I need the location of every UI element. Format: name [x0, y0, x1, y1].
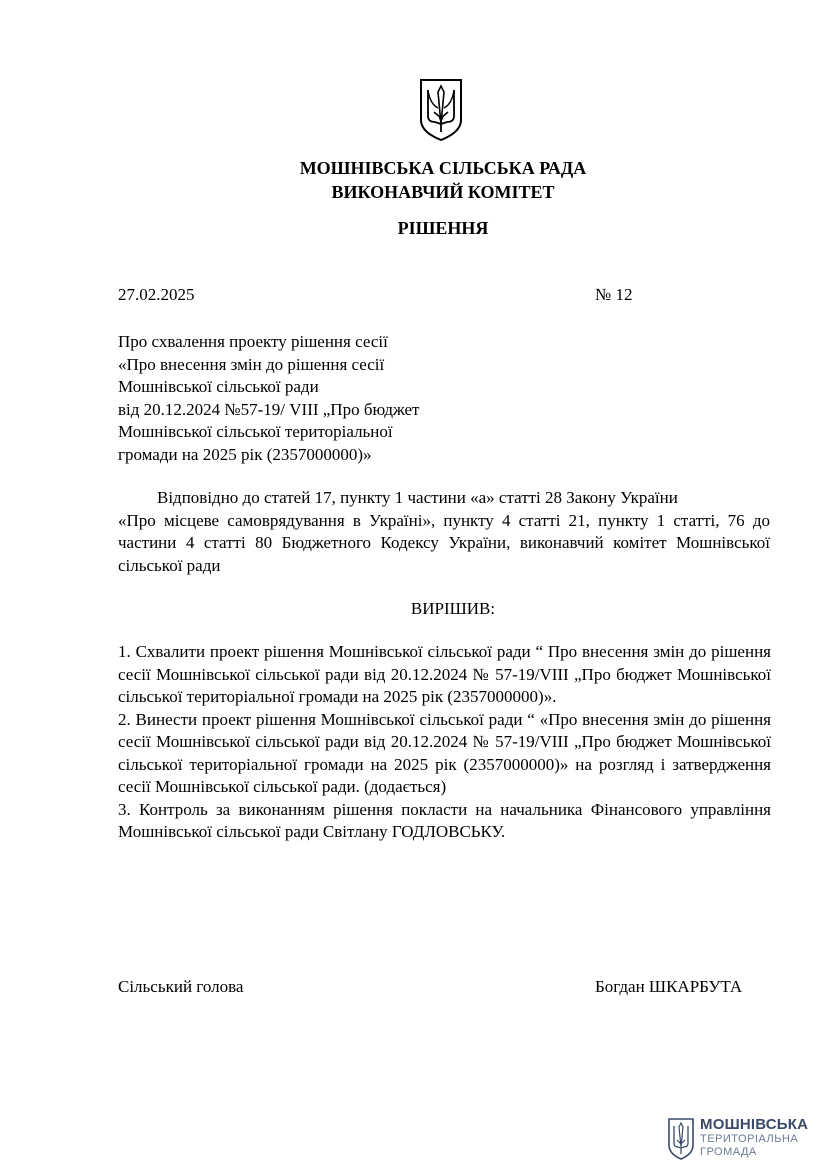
- resolution-item: 3. Контроль за виконанням рішення покласти на начальника Фінансового управління Мошнівської сільської ради Світлану ГОДЛОВСЬКУ.: [118, 799, 771, 841]
- subject-line: «Про внесення змін до рішення сесії: [118, 354, 385, 374]
- preamble-first-line: Відповідно до статей 17, пункту 1 частини «а» статті 28 Закону України: [157, 488, 678, 507]
- preamble-rest: «Про місцеве самоврядування в Україні», пункту 4 статті 21, пункту 1 статті, 76 до частини 4 статті 80 Бюджетного Кодексу України, виконавчий комітет Мошнівської сільської ради: [118, 510, 770, 575]
- org-name: МОШНІВСЬКА СІЛЬСЬКА РАДА: [299, 158, 587, 178]
- trident-emblem-icon: [417, 78, 465, 142]
- document-type: РІШЕННЯ: [397, 218, 489, 238]
- subject-line: від 20.12.2024 №57-19/ VIII „Про бюджет: [118, 399, 420, 419]
- community-logo: [666, 1116, 809, 1161]
- subject-line: Мошнівської сільської ради: [118, 377, 319, 396]
- subject-line: Про схвалення проекту рішення сесії: [118, 332, 388, 351]
- logo-line-3: ГРОМАДА: [700, 1146, 757, 1158]
- subject-line: Мошнівської сільської територіальної: [118, 422, 393, 441]
- subject-block: [118, 331, 518, 466]
- document-number: № 12: [595, 285, 633, 304]
- signature-name: Богдан ШКАРБУТА: [595, 977, 743, 996]
- document-date: 27.02.2025: [118, 285, 195, 304]
- preamble-paragraph: [118, 487, 770, 577]
- resolution-item: 2. Винести проект рішення Мошнівської сільської ради “ «Про внесення змін до рішення сесії Мошнівської сільської ради від 20.12.2024 № 57-19/VIII „Про бюджет Мошнівської сільської територіальної громади на 2025 рік (2357000000)» на розгляд і затвердження сесії Мошнівської сільської ради. (додається): [118, 709, 771, 796]
- resolve-heading: ВИРІШИВ:: [410, 599, 496, 618]
- resolution-items: [118, 641, 771, 844]
- logo-line-2: ТЕРИТОРІАЛЬНА: [700, 1133, 799, 1145]
- signature-title: Сільський голова: [118, 977, 244, 996]
- logo-line-1: МОШНІВСЬКА: [700, 1116, 809, 1133]
- resolution-item: 1. Схвалити проект рішення Мошнівської сільської ради “ Про внесення змін до рішення сесії Мошнівської сільської ради від 20.12.2024 № 57-19/VIII „Про бюджет Мошнівської сільської територіальної громади на 2025 рік (2357000000)».: [118, 642, 771, 706]
- committee-name: ВИКОНАВЧИЙ КОМІТЕТ: [331, 182, 555, 202]
- trident-logo-icon: [666, 1117, 696, 1161]
- subject-line: громади на 2025 рік (2357000000)»: [118, 444, 372, 464]
